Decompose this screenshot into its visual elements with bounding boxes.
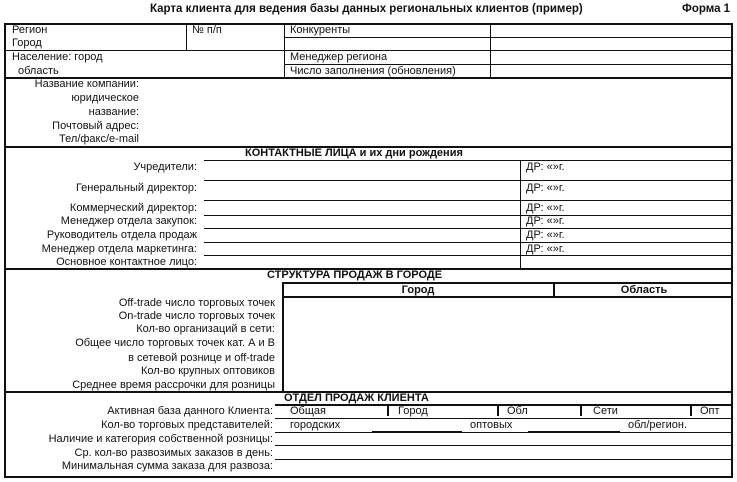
divider [204,242,733,243]
birthday-field: ДР: «»г. [526,229,565,241]
option-city: Город [398,405,428,417]
company-legal-name-label: название: [88,106,139,118]
divider [186,23,187,50]
divider [520,160,521,268]
divider [580,405,582,416]
birthday-field: ДР: «»г. [526,202,565,214]
column-city: Город [401,284,435,296]
reps-city-label: городских [290,419,341,431]
birthday-field: ДР: «»г. [526,215,565,227]
population-region-label: область [18,65,59,77]
form-number: Форма 1 [682,3,731,15]
active-base-label: Активная база данного Клиента: [107,405,273,417]
installment-time-label: Среднее время рассрочки для розницы [72,379,275,391]
divider [275,432,733,433]
reps-wholesale-label: оптовых [470,419,513,431]
divider [204,228,733,229]
company-name-label: Название компании: [34,78,139,90]
birthday-field: ДР: «»г. [526,161,565,173]
postal-address-label: Почтовый адрес: [52,120,139,132]
contact-info-label: Тел/факс/e-mail [59,133,139,145]
divider [204,215,733,216]
structure-section-title: СТРУКТУРА ПРОДАЖ В ГОРОДЕ [267,269,443,281]
sales-head-label: Руководитель отдела продаж [46,229,197,241]
contacts-section-title: КОНТАКТНЫЕ ЛИЦА и их дни рождения [245,147,463,159]
region-manager-label: Менеджер региона [290,51,388,63]
dept-section-title: ОТДЕЛ ПРОДАЖ КЛИЕНТА [284,392,429,404]
city-label: Город [12,37,42,49]
wholesalers-label: Кол-во крупных оптовиков [140,365,275,377]
population-city-label: Население: город [12,51,103,63]
divider [204,255,733,256]
option-wholesale: Опт [700,405,720,417]
divider [275,459,733,460]
chain-count-label: Кол-во организаций в сети: [136,323,275,335]
divider [275,445,733,446]
total-outlets-label: Общее число торговых точек кат. А и В [75,337,275,349]
option-general: Общая [290,405,326,417]
divider [204,180,733,181]
main-contact-label: Основное контактное лицо: [56,256,197,268]
founders-label: Учредители: [133,161,197,173]
form-title: Карта клиента для ведения базы данных региональных клиентов (пример) [150,3,583,15]
commercial-director-label: Коммерческий директор: [69,202,197,214]
option-region: Обл [507,405,528,417]
off-trade-label: Off-trade число торговых точек [118,297,275,309]
birthday-field: ДР: «»г. [526,182,565,194]
on-trade-label: On-trade число торговых точек [118,310,275,322]
purchasing-manager-label: Менеджер отдела закупок: [60,215,197,227]
divider [284,37,733,38]
divider [387,405,389,416]
divider [204,200,733,201]
marketing-manager-label: Менеджер отдела маркетинга: [41,243,197,255]
company-legal-label: юридическое [71,92,139,104]
reps-label: Кол-во торговых представителей: [101,419,273,431]
chain-retail-label: в сетевой рознице и off-trade [128,352,275,364]
divider [497,405,499,416]
fill-count-label: Число заполнения (обновления) [290,65,456,77]
orders-label: Ср. кол-во развозимых заказов в день: [74,447,273,459]
divider [690,405,692,416]
general-director-label: Генеральный директор: [75,182,197,194]
divider [282,282,284,392]
number-label: № п/п [192,24,222,36]
retail-label: Наличие и категория собственной розницы: [48,433,273,445]
birthday-field: ДР: «»г. [526,243,565,255]
divider [282,296,733,298]
competitors-label: Конкуренты [290,24,351,36]
column-region: Область [620,284,668,296]
reps-region-label: обл/регион. [628,419,688,431]
divider [275,404,733,406]
divider [204,160,733,161]
option-chains: Сети [593,405,618,417]
min-order-label: Минимальная сумма заказа для развоза: [61,460,273,472]
region-label: Регион [12,24,48,36]
